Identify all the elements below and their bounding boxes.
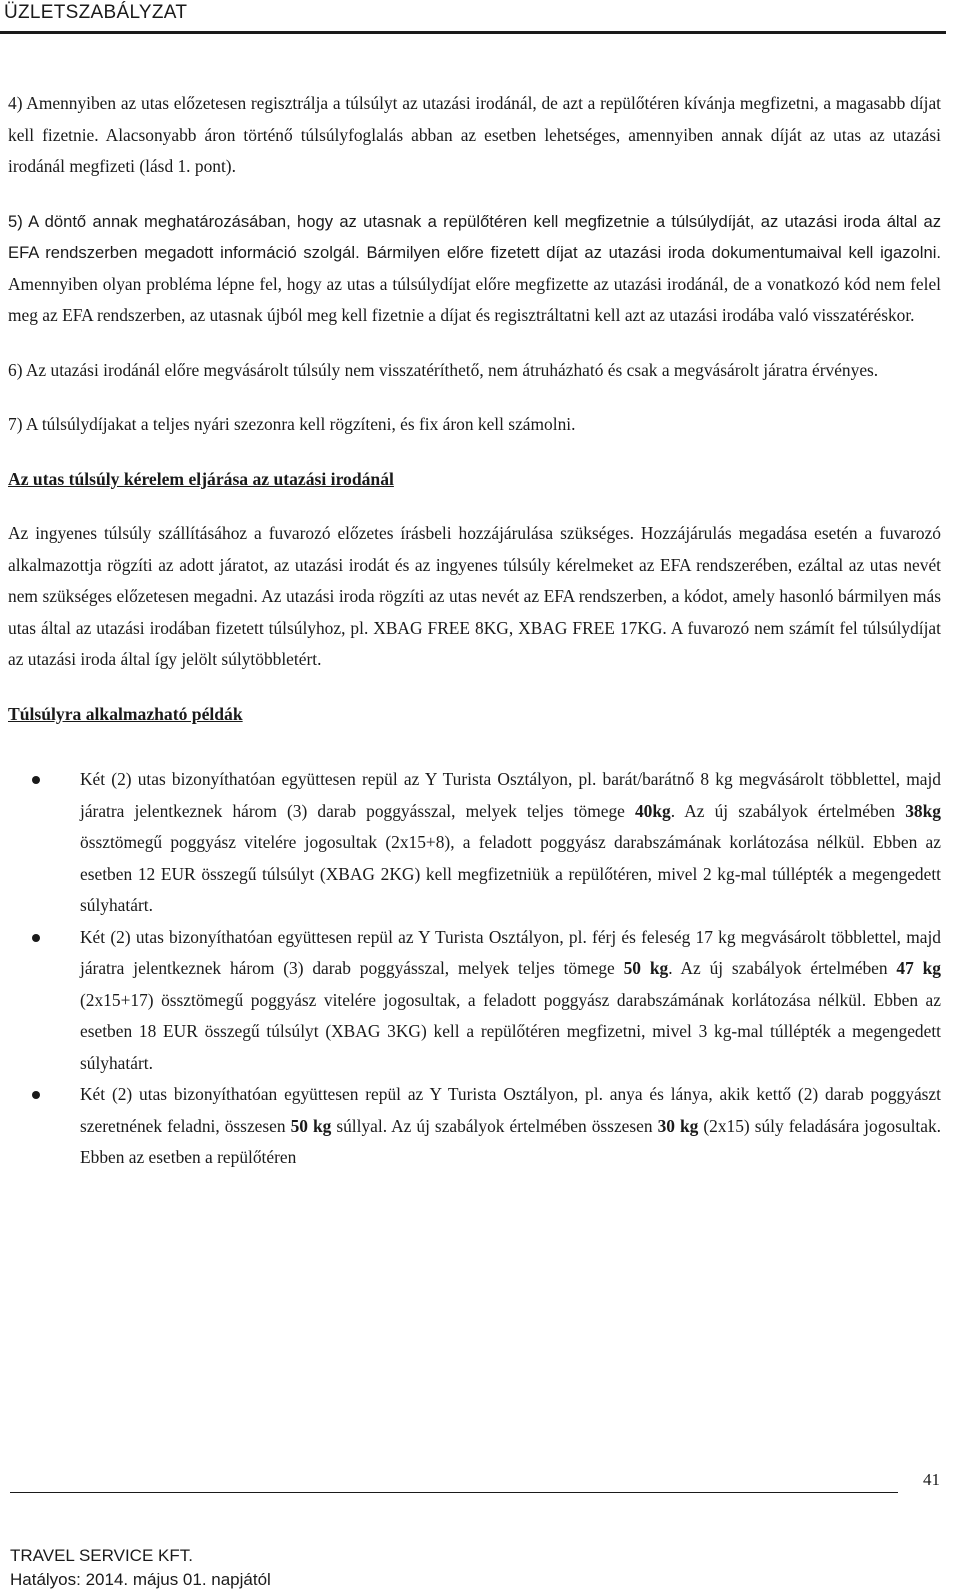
example-weight-total: 50 kg: [623, 958, 669, 978]
paragraph-5-sans-part: 5) A döntő annak meghatározásában, hogy az utasnak a repülőtéren kell megfizetnie a túlsúlydíját, az utazási iroda által az EFA rendszerben megadott információ szolgál. Bármilyen előre fizetett díjat az utazási iroda dokumentumaival kell igazolni.: [8, 211, 941, 262]
example-text: súllyal. Az új szabályok értelmében összesen: [331, 1115, 658, 1136]
example-item: [8, 1079, 941, 1174]
bullet-icon: [32, 776, 40, 784]
paragraph-6: 6) Az utazási irodánál előre megvásárolt túlsúly nem visszatéríthető, nem átruházható és csak a megvásárolt járatra érvényes.: [8, 359, 879, 380]
footer-company-name: TRAVEL SERVICE KFT.: [10, 1546, 193, 1565]
example-weight-total: 40kg: [634, 800, 671, 821]
section-heading-request-procedure: Az utas túlsúly kérelem eljárása az utazási irodánál: [8, 468, 394, 489]
example-weight-total: 50 kg: [290, 1115, 332, 1136]
example-text: . Az új szabályok értelmében: [670, 800, 906, 821]
example-weight-allowed: 38kg: [905, 800, 941, 821]
paragraph-4: 4) Amennyiben az utas előzetesen regisztrálja a túlsúlyt az utazási irodánál, de azt a repülőtéren kívánja megfizetni, a magasabb díjat kell fizetnie. Alacsonyabb áron történő túlsúlyfoglalás abban az esetben lehetséges, amennyiben annak díját az utas az utazási irodánál megfizeti (lásd 1. pont).: [8, 93, 941, 176]
footer-effective-date: Hatályos: 2014. május 01. napjától: [10, 1570, 271, 1589]
paragraph-5: [8, 206, 941, 332]
footer-divider: [10, 1492, 898, 1493]
examples-list: [8, 764, 941, 1174]
example-text: Két (2) utas bizonyíthatóan együttesen repül az Y Turista Osztályon, pl. anya és lánya, akik kettő (2) darab poggyászt szeretnének feladni, összesen: [80, 1084, 941, 1136]
paragraph-free-excess: Az ingyenes túlsúly szállításához a fuvarozó előzetes írásbeli hozzájárulása szükséges. Hozzájárulás megadása esetén a fuvarozó alkalmazottja rögzíti az adott járatot, az utazási irodát és az ingyenes túlsúly kérelmeket az EFA rendszerében, ezáltal az utas nevét nem szükséges előzetesen megadni. Az utazási iroda rögzíti az utas nevét az EFA rendszerben, a kódot, amely hasonló bármilyen más utas által az utazási irodában fizetett túlsúlyhoz, pl. XBAG FREE 8KG, XBAG FREE 17KG. A fuvarozó nem számít fel túlsúlydíjat az utazási iroda által így jelölt súlytöbbletért.: [8, 523, 941, 669]
bullet-icon: [32, 934, 40, 942]
example-text: . Az új szabályok értelmében: [668, 958, 897, 978]
page-number: 41: [923, 1470, 940, 1489]
example-item: [8, 764, 941, 922]
example-text: Két (2) utas bizonyíthatóan együttesen repül az Y Turista Osztályon, pl. barát/barátnő 8 kg megvásárolt többlettel, majd járatra jelentkeznek három (3) darab poggyásszal, melyek teljes tömege: [80, 769, 941, 821]
example-weight-allowed: 47 kg: [896, 958, 942, 978]
header-divider: [0, 31, 946, 34]
bullet-icon: [32, 1091, 40, 1099]
example-text: Két (2) utas bizonyíthatóan együttesen repül az Y Turista Osztályon, pl. férj és feleség 17 kg megvásárolt többlettel, majd járatra jelentkeznek három (3) darab poggyásszal, melyek teljes tömege: [80, 926, 941, 978]
document-header-title: ÜZLETSZABÁLYZAT: [4, 2, 188, 23]
document-body: [8, 88, 941, 1174]
example-text: össztömegű poggyász vitelére jogosultak (2x15+8), a feladott poggyász darabszámának korlátozása nélkül. Ebben az esetben 12 EUR összegű túlsúlyt (XBAG 2KG) kell megfizetniük a repülőtéren, mivel 2 kg-mal túllépték a megengedett súlyhatárt.: [80, 832, 941, 915]
paragraph-5-serif-part: Amennyiben olyan probléma lépne fel, hogy az utas a túlsúlydíjat előre megfizette az utazási irodánál, de a vonatkozó kód nem felel meg az EFA rendszerben, az utasnak újból meg kell fizetnie a díjat és regisztráltatni kell azt az utazási irodába való visszatéréskor.: [8, 273, 941, 325]
example-item: [8, 922, 941, 1080]
example-text: (2x15+17) össztömegű poggyász vitelére jogosultak, a feladott poggyász darabszámának korlátozása nélkül. Ebben az esetben 18 EUR összegű túlsúlyt (XBAG 3KG) kell a repülőtéren megfizetni, mivel 3 kg-mal túllépték a megengedett súlyhatárt.: [80, 989, 941, 1073]
example-text: (2x15) súly feladására jogosultak. Ebben az esetben a repülőtéren: [80, 1115, 941, 1167]
paragraph-7: 7) A túlsúlydíjakat a teljes nyári szezonra kell rögzíteni, és fix áron kell számolni.: [8, 414, 576, 434]
example-weight-allowed: 30 kg: [657, 1115, 699, 1136]
section-heading-examples: Túlsúlyra alkalmazható példák: [8, 703, 243, 724]
